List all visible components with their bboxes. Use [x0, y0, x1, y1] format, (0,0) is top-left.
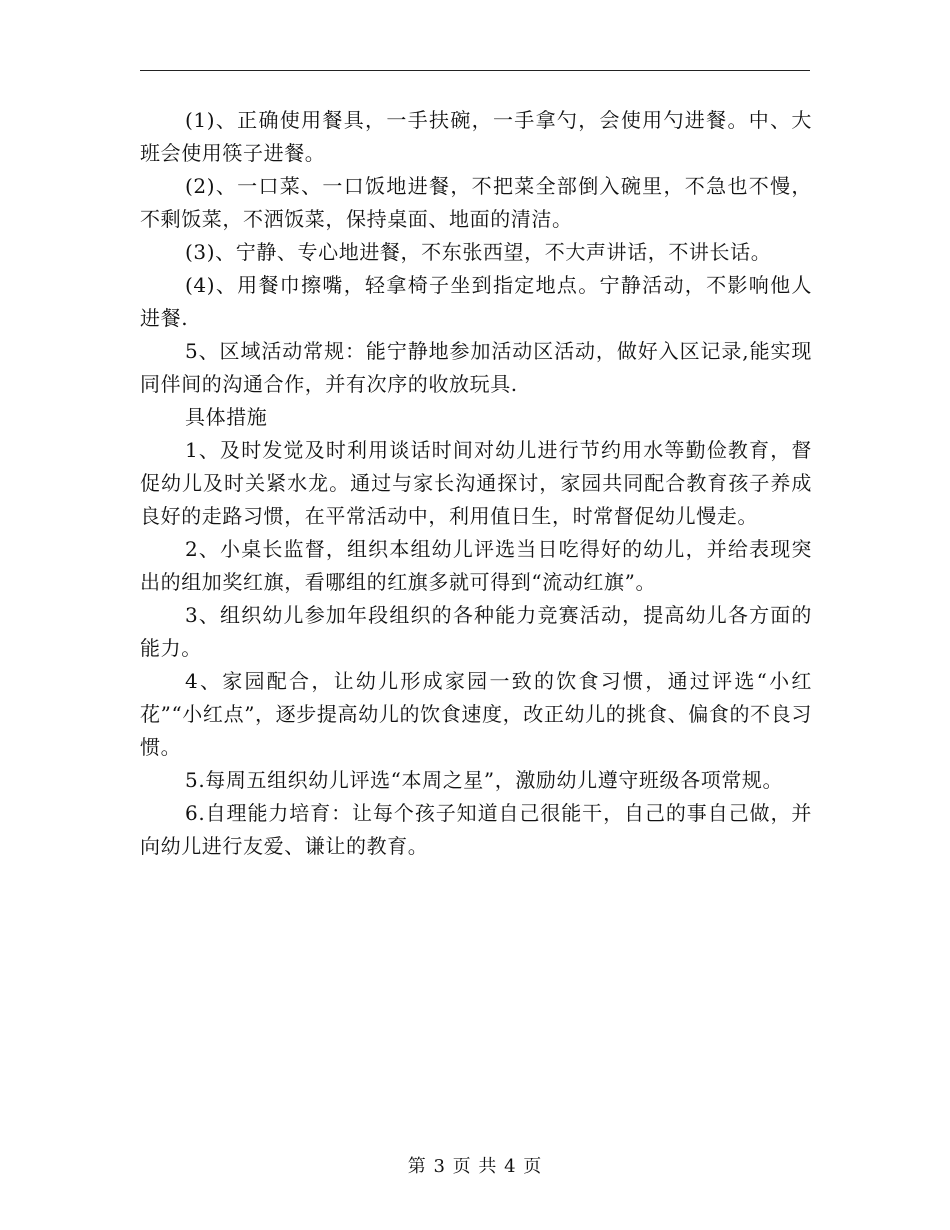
section-heading-measures: 具体措施 — [185, 405, 268, 429]
paragraph-measure-6: 6.自理能力培育：让每个孩子知道自己很能干，自己的事自己做，并向幼儿进行友爱、谦让的教育。 — [140, 801, 812, 858]
paragraph-measure-5: 5.每周五组织幼儿评选“本周之星”，激励幼儿遵守班级各项常规。 — [185, 768, 784, 792]
paragraph-measure-1: 1、及时发觉及时利用谈话时间对幼儿进行节约用水等勤俭教育，督促幼儿及时关紧水龙。通过与家长沟通探讨，家园共同配合教育孩子养成良好的走路习惯，在平常活动中，利用值日生，时常督促幼儿慢走。 — [140, 438, 812, 528]
paragraph-eating-pace: (2)、一口菜、一口饭地进餐，不把菜全部倒入碗里，不急也不慢，不剩饭菜，不洒饭菜，保持桌面、地面的清洁。 — [140, 174, 812, 231]
paragraph-measure-2: 2、小桌长监督，组织本组幼儿评选当日吃得好的幼儿，并给表现突出的组加奖红旗，看哪组的红旗多就可得到“流动红旗”。 — [140, 537, 812, 594]
document-body — [140, 104, 812, 863]
paragraph-measure-3: 3、组织幼儿参加年段组织的各种能力竞赛活动，提高幼儿各方面的能力。 — [140, 603, 812, 660]
paragraph-napkin: (4)、用餐巾擦嘴，轻拿椅子坐到指定地点。宁静活动，不影响他人进餐. — [140, 273, 812, 330]
page-number: 第 3 页 共 4 页 — [407, 1156, 543, 1177]
paragraph-area-activity: 5、区域活动常规：能宁静地参加活动区活动，做好入区记录,能实现同伴间的沟通合作，并有次序的收放玩具. — [140, 339, 812, 396]
header-rule — [140, 70, 810, 71]
paragraph-eating-utensils: (1)、正确使用餐具，一手扶碗，一手拿勺，会使用勺进餐。中、大班会使用筷子进餐。 — [140, 108, 812, 165]
paragraph-measure-4: 4、家园配合，让幼儿形成家园一致的饮食习惯，通过评选“小红花”“小红点”，逐步提高幼儿的饮食速度，改正幼儿的挑食、偏食的不良习惯。 — [140, 669, 812, 759]
paragraph-quiet-eating: (3)、宁静、专心地进餐，不东张西望，不大声讲话，不讲长话。 — [185, 240, 772, 264]
